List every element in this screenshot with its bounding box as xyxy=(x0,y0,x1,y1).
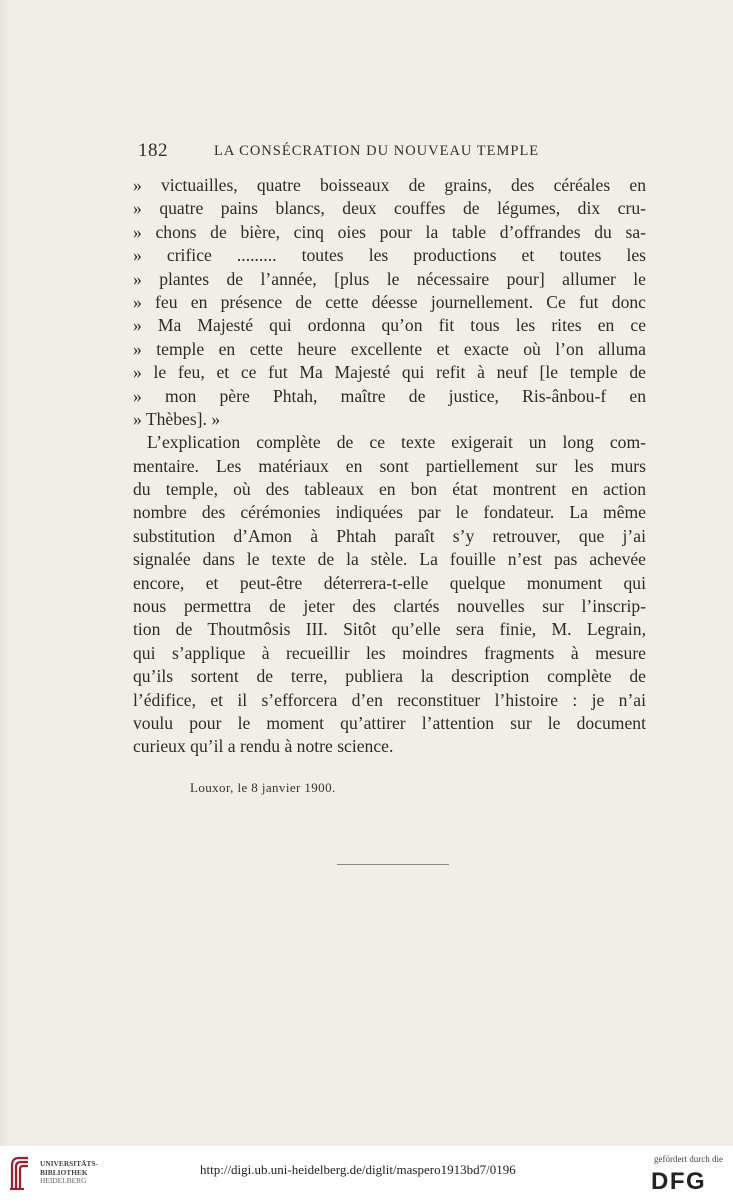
text-line: » victuailles, quatre boisseaux de grains, des céréales en xyxy=(133,175,646,195)
text-line: nous permettra de jeter des clartés nouvelles sur l’inscrip- xyxy=(133,596,646,617)
text-line: L’explication complète de ce texte exigerait un long com- xyxy=(147,432,646,453)
text-line: » chons de bière, cinq oies pour la table d’offrandes du sa- xyxy=(133,221,646,242)
section-divider xyxy=(337,864,449,865)
text-line: qui s’applique à recueillir les moindres fragments à mesure xyxy=(133,642,646,663)
library-city: HEIDELBERG xyxy=(40,1176,87,1185)
text-line: » Ma Majesté qui ordonna qu’on fit tous les rites en ce xyxy=(133,315,646,336)
text-line: signalée dans le texte de la stèle. La fouille n’est pas achevée xyxy=(133,549,646,570)
text-line: » crifice ......... toutes les productions et toutes les xyxy=(133,245,646,266)
text-line: » quatre pains blancs, deux couffes de légumes, dix cru- xyxy=(133,198,646,219)
text-line: mentaire. Les matériaux en sont partiellement sur les murs xyxy=(133,455,646,476)
text-line: » plantes de l’année, [plus le nécessaire pour] allumer le xyxy=(133,268,646,289)
permalink-url[interactable]: http://digi.ub.uni-heidelberg.de/diglit/maspero1913bd7/0196 xyxy=(200,1162,516,1177)
running-title: LA CONSÉCRATION DU NOUVEAU TEMPLE xyxy=(214,143,540,159)
library-logo-icon xyxy=(8,1155,32,1191)
text-line: substitution d’Amon à Phtah paraît s’y retrouver, que j’ai xyxy=(133,525,646,546)
text-line: du temple, où des tableaux en bon état montrent en action xyxy=(133,479,646,500)
text-line: tion de Thoutmôsis III. Sitôt qu’elle sera finie, M. Legrain, xyxy=(133,619,646,640)
text-line: qu’ils sortent de terre, publiera la description complète de xyxy=(133,666,646,687)
funding-caption: gefördert durch die xyxy=(654,1154,723,1164)
text-line: » le feu, et ce fut Ma Majesté qui refit à neuf [le temple de xyxy=(133,362,646,383)
text-line: curieux qu’il a rendu à notre science. xyxy=(133,736,394,757)
body-text xyxy=(133,174,646,759)
page-number: 182 xyxy=(138,140,168,161)
text-line: nombre des cérémonies indiquées par le fondateur. La même xyxy=(133,502,646,523)
text-line: encore, et peut-être déterrera-t-elle quelque monument qui xyxy=(133,572,646,593)
text-line: » temple en cette heure excellente et exacte où l’on alluma xyxy=(133,338,646,359)
text-line: » feu en présence de cette déesse journellement. Ce fut donc xyxy=(133,291,646,312)
text-line: voulu pour le moment qu’attirer l’attention sur le document xyxy=(133,712,646,733)
place-date-signature: Louxor, le 8 janvier 1900. xyxy=(190,780,336,795)
library-name-line: BIBLIOTHEK xyxy=(40,1167,88,1177)
text-line: » mon père Phtah, maître de justice, Ris-ânbou-f en xyxy=(133,385,646,406)
page-edge-shadow xyxy=(0,0,10,1146)
library-name-line: UNIVERSITÄTS- xyxy=(40,1159,98,1168)
text-line: » Thèbes]. » xyxy=(133,408,221,429)
page-header xyxy=(138,140,646,166)
library-name xyxy=(40,1160,98,1186)
dfg-logo: DFG xyxy=(651,1168,707,1195)
text-line: l’édifice, et il s’efforcera d’en reconstituer l’histoire : je n’ai xyxy=(133,689,646,710)
